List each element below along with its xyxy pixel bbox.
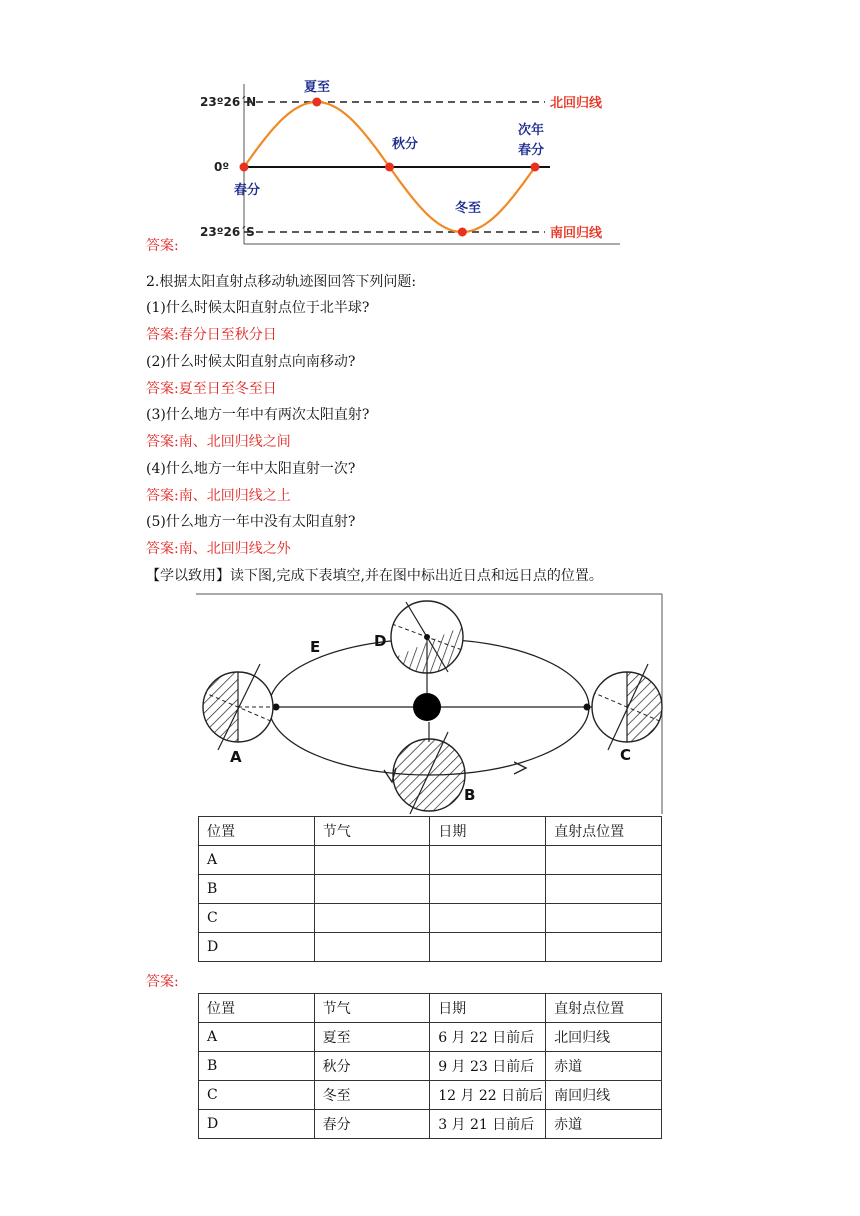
orbit-diagram: [196, 592, 666, 816]
table-cell: 3 月 21 日前后: [430, 1110, 546, 1139]
table-header-row: [199, 994, 662, 1023]
sun-point: [385, 163, 394, 172]
lat-s-label: 23º26´S: [200, 225, 255, 239]
sun: [413, 693, 441, 721]
table-header-cell: 直射点位置: [546, 817, 662, 846]
table-cell: D: [199, 1110, 315, 1139]
table-cell: [430, 904, 546, 933]
table-cell: [546, 933, 662, 962]
table-cell: [314, 933, 430, 962]
earth-b: [393, 722, 465, 814]
table-header-cell: 节气: [314, 994, 430, 1023]
table-cell: C: [199, 1081, 315, 1110]
earth-a: [196, 662, 274, 752]
question2-q4: (4)什么地方一年中太阳直射一次?: [146, 461, 356, 477]
tropic-s-label: 南回归线: [550, 226, 603, 241]
table-cell: 6 月 22 日前后: [430, 1023, 546, 1052]
sun-path-chart: [200, 76, 630, 248]
table-row: [199, 1052, 662, 1081]
table-cell: [430, 933, 546, 962]
table-cell: 南回归线: [546, 1081, 662, 1110]
table-row: [199, 1110, 662, 1139]
table-cell: 秋分: [314, 1052, 430, 1081]
table-cell: A: [199, 846, 315, 875]
dongzhi-label: 冬至: [455, 201, 482, 216]
table-cell: A: [199, 1023, 315, 1052]
orbit-label-b: B: [464, 786, 476, 804]
table-header-cell: 节气: [314, 817, 430, 846]
table-cell: [314, 904, 430, 933]
tropic-n-label: 北回归线: [550, 96, 603, 111]
table-row: [199, 904, 662, 933]
xiazhi-label: 夏至: [304, 80, 331, 95]
qiufen-label: 秋分: [392, 137, 419, 152]
table-cell: [314, 846, 430, 875]
earth-c: [592, 662, 666, 752]
table-row: [199, 1081, 662, 1110]
question2-a5: 答案:南、北回归线之外: [146, 541, 291, 557]
question2-title: 2.根据太阳直射点移动轨迹图回答下列问题:: [146, 274, 417, 290]
question2-a2: 答案:夏至日至冬至日: [146, 381, 277, 397]
chunfen-label: 春分: [234, 183, 261, 198]
orbit-label-a: A: [230, 748, 242, 766]
question2-q3: (3)什么地方一年中有两次太阳直射?: [146, 407, 370, 423]
table-cell: 冬至: [314, 1081, 430, 1110]
earth-d: [391, 601, 486, 695]
table-cell: 12 月 22 日前后: [430, 1081, 546, 1110]
table-cell: 春分: [314, 1110, 430, 1139]
table-row: [199, 875, 662, 904]
lat-0-label: 0º: [214, 160, 230, 174]
table-row: [199, 933, 662, 962]
sun-point: [312, 98, 321, 107]
answer-label-2: 答案:: [146, 974, 179, 990]
question2-q1: (1)什么时候太阳直射点位于北半球?: [146, 300, 370, 316]
table-row: [199, 846, 662, 875]
table-header-cell: 直射点位置: [546, 994, 662, 1023]
table-cell: [546, 846, 662, 875]
table-cell: [430, 875, 546, 904]
answer-label-1: 答案:: [146, 238, 179, 254]
table-header-cell: 日期: [430, 994, 546, 1023]
cinian-label-2: 春分: [518, 143, 545, 158]
table-header-cell: 位置: [199, 994, 315, 1023]
table-cell: 北回归线: [546, 1023, 662, 1052]
question2-q2: (2)什么时候太阳直射点向南移动?: [146, 354, 356, 370]
orbit-label-e: E: [310, 638, 321, 656]
table-header-cell: 位置: [199, 817, 315, 846]
table-header-row: [199, 817, 662, 846]
table-cell: 夏至: [314, 1023, 430, 1052]
table-cell: D: [199, 933, 315, 962]
sun-point: [458, 228, 467, 237]
table-cell: C: [199, 904, 315, 933]
table-row: [199, 1023, 662, 1052]
table-cell: B: [199, 1052, 315, 1081]
table-cell: B: [199, 875, 315, 904]
orbit-label-d: D: [374, 632, 387, 650]
lat-n-label: 23º26´N: [200, 95, 257, 109]
question2-a1: 答案:春分日至秋分日: [146, 327, 277, 343]
table-cell: [546, 875, 662, 904]
table-cell: 赤道: [546, 1110, 662, 1139]
table-cell: [314, 875, 430, 904]
axis-dot-right: [584, 704, 591, 711]
question2-a4: 答案:南、北回归线之上: [146, 488, 291, 504]
question2-a3: 答案:南、北回归线之间: [146, 434, 291, 450]
cinian-label-1: 次年: [518, 123, 545, 138]
table-cell: [430, 846, 546, 875]
apply-title: 【学以致用】读下图,完成下表填空,并在图中标出近日点和远日点的位置。: [146, 568, 603, 584]
sun-point: [531, 163, 540, 172]
question2-q5: (5)什么地方一年中没有太阳直射?: [146, 514, 356, 530]
answer-table: [198, 993, 662, 1139]
table-header-cell: 日期: [430, 817, 546, 846]
orbit-label-c: C: [620, 746, 632, 764]
sun-point: [240, 163, 249, 172]
table-cell: [546, 904, 662, 933]
empty-table: [198, 816, 662, 962]
table-cell: 9 月 23 日前后: [430, 1052, 546, 1081]
table-cell: 赤道: [546, 1052, 662, 1081]
